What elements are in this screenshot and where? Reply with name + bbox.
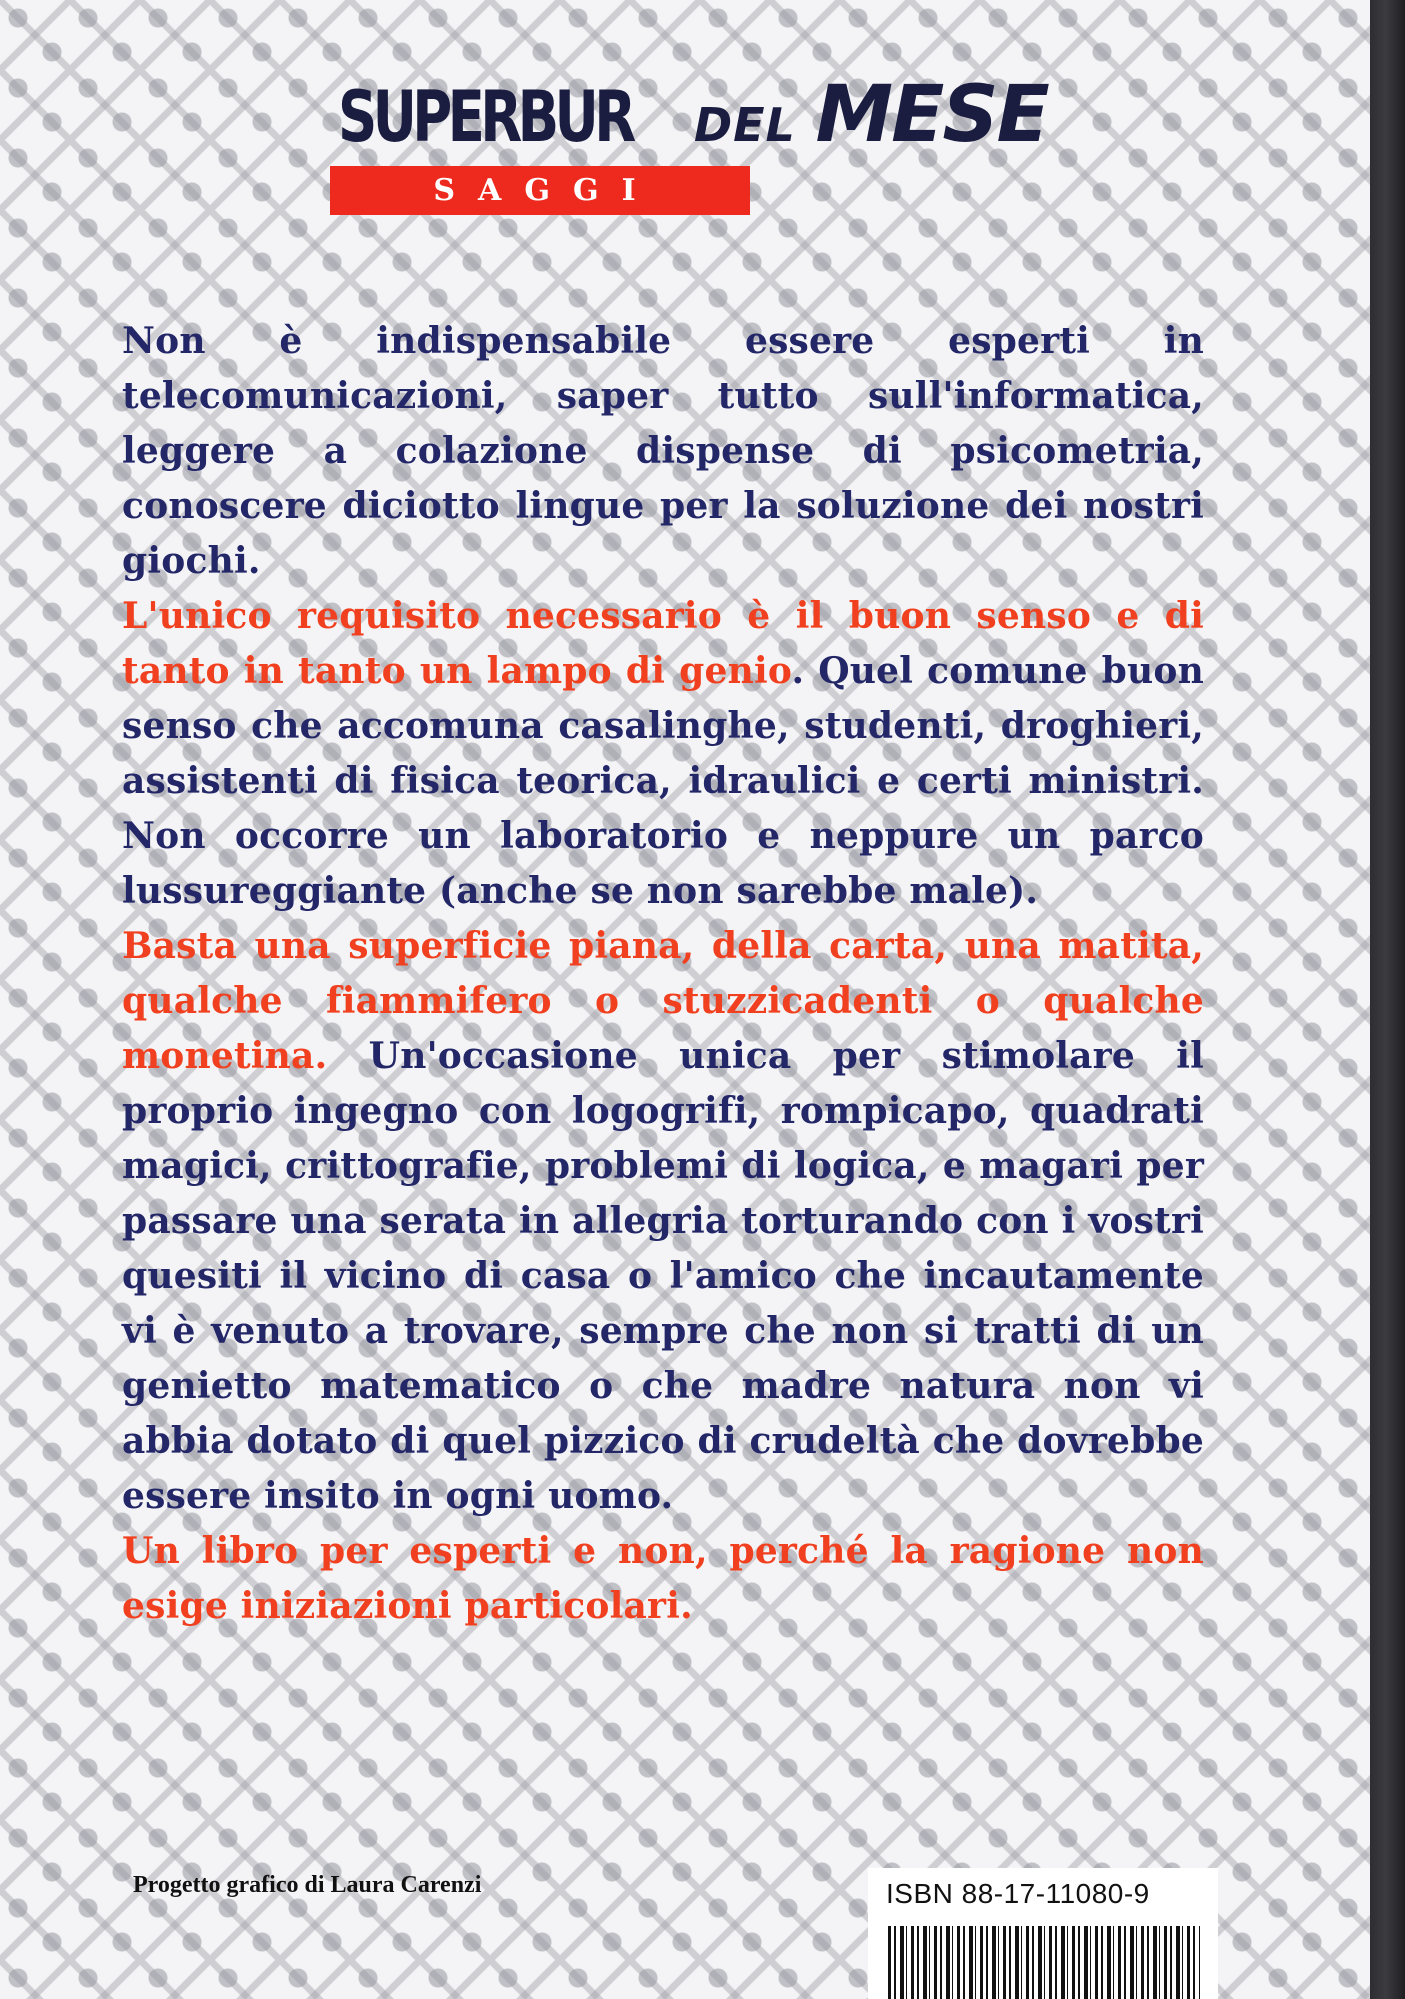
isbn-number: ISBN 88-17-11080-9 — [886, 1878, 1150, 1909]
blurb-text: . Quel comune buon senso che accomuna casalinghe, studenti, droghieri, assistenti di fisica teorica, idraulici e certi ministri. Non occorre un laboratorio e neppure un parco lussureggiante (anche se non sarebbe male). — [122, 650, 1204, 912]
blurb-text: Un'occasione unica per stimolare il proprio ingegno con logogrifi, rompicapo, quadrati magici, crittografie, problemi di logica, e magari per passare una serata in allegria torturando con i vostri quesiti il vicino di casa o l'amico che incautamente vi è venuto a trovare, sempre che non si tratti di un genietto matematico o che madre natura non vi abbia dotato di quel pizzico di crudeltà che dovrebbe essere insito in ogni uomo. — [122, 1035, 1204, 1517]
series-category-band: SAGGI — [330, 166, 750, 215]
logo-superbur: SUPERBUR — [338, 76, 632, 158]
blurb-paragraph-1 — [122, 314, 1204, 589]
back-cover-blurb — [122, 314, 1204, 1634]
series-header — [330, 70, 1048, 220]
isbn-block — [868, 1868, 1218, 1999]
logo-mese: MESE — [815, 70, 1048, 160]
blurb-paragraph-4 — [122, 1524, 1204, 1634]
series-logo — [338, 70, 1048, 160]
barcode — [888, 1926, 1200, 1999]
blurb-paragraph-2 — [122, 589, 1204, 919]
blurb-text: Non è indispensabile essere esperti in telecomunicazioni, saper tutto sull'informatica, leggere a colazione dispense di psicometria, conoscere diciotto lingue per la soluzione dei nostri giochi. — [122, 320, 1204, 582]
blurb-highlight: Un libro per esperti e non, perché la ragione non esige iniziazioni particolari. — [122, 1530, 1204, 1627]
book-spine-edge — [1370, 0, 1405, 1999]
blurb-highlight: Basta una superficie piana, della carta, una matita, qualche fiammifero o stuzzicadenti o qualche monetina. — [122, 925, 1204, 1077]
blurb-paragraph-3 — [122, 919, 1204, 1524]
design-credits: Progetto grafico di Laura Carenzi — [133, 1872, 482, 1898]
logo-del: DEL — [693, 98, 796, 152]
blurb-highlight: L'unico requisito necessario è il buon senso e di tanto in tanto un lampo di genio — [122, 595, 1204, 692]
